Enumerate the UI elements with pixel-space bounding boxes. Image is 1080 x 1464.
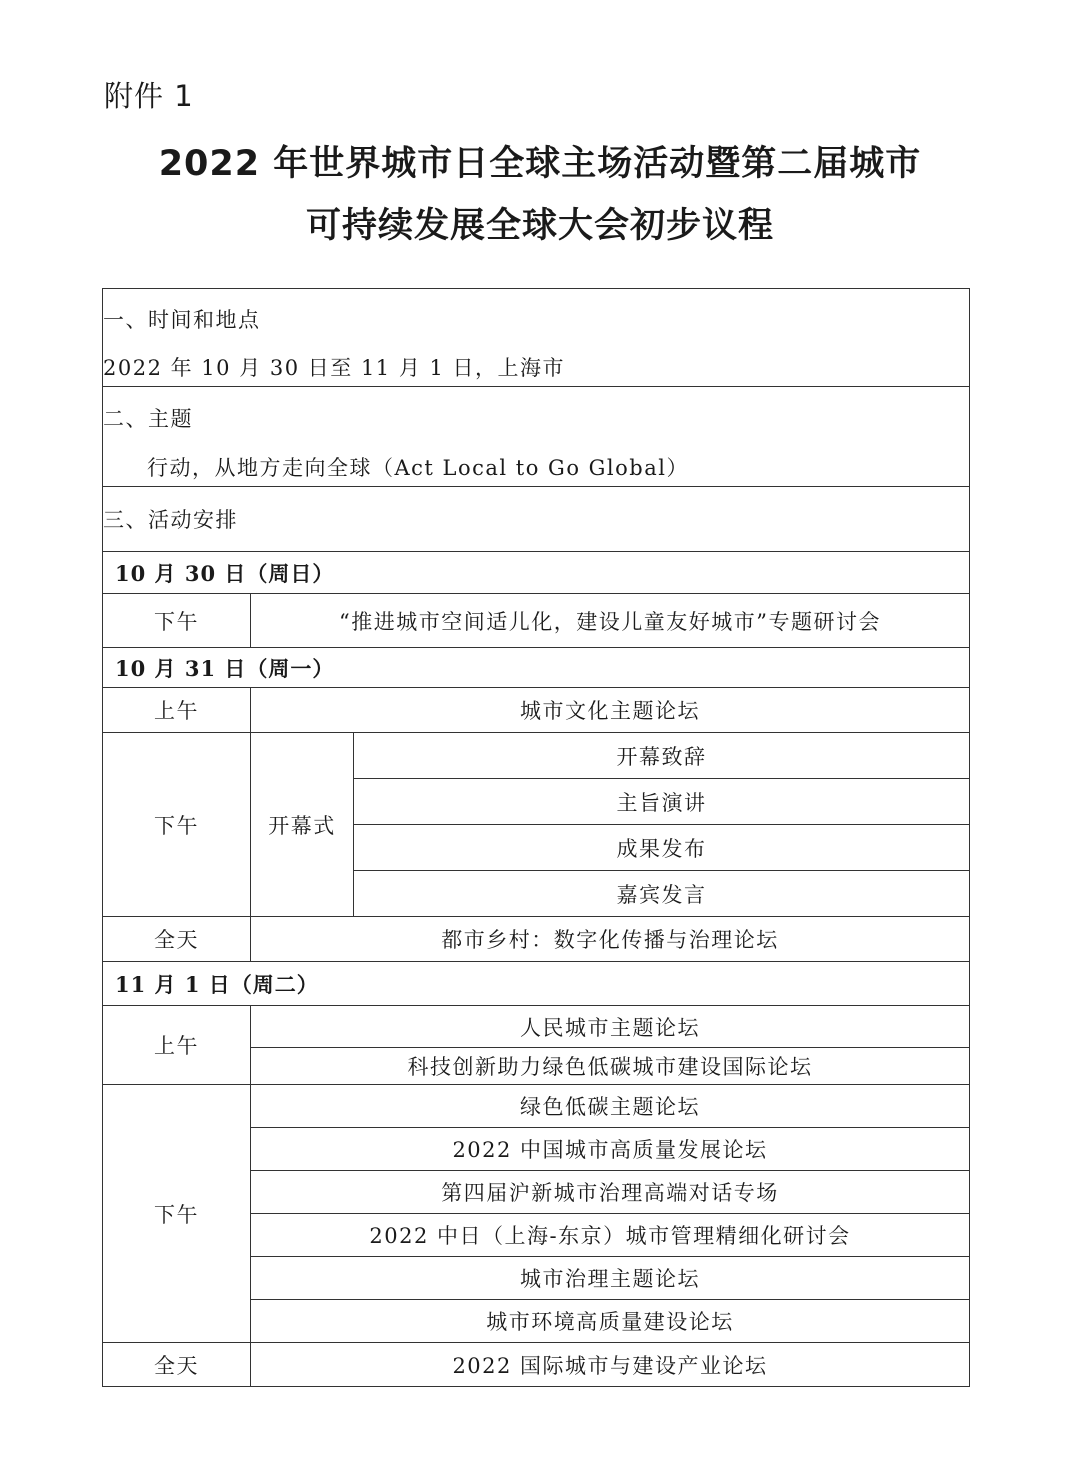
- day-header-nov1: 11 月 1 日（周二）: [103, 962, 970, 1006]
- section-heading-time-place: 一、时间和地点: [103, 289, 970, 349]
- day3-pm-event: 城市环境高质量建设论坛: [251, 1300, 970, 1343]
- day3-pm-event: 第四届沪新城市治理高端对话专场: [251, 1171, 970, 1214]
- day2-am-label: 上午: [103, 688, 251, 733]
- ceremony-item: 主旨演讲: [354, 779, 970, 825]
- day3-pm-event: 城市治理主题论坛: [251, 1257, 970, 1300]
- agenda-table: [102, 288, 970, 1387]
- day3-am-label: 上午: [103, 1006, 251, 1085]
- ceremony-item: 成果发布: [354, 825, 970, 871]
- day3-pm-label: 下午: [103, 1085, 251, 1343]
- day1-pm-label: 下午: [103, 594, 251, 648]
- opening-ceremony-label: 开幕式: [251, 733, 354, 917]
- attachment-label: 附件 1: [104, 79, 194, 113]
- day3-pm-event: 2022 中国城市高质量发展论坛: [251, 1128, 970, 1171]
- day3-allday-event: 2022 国际城市与建设产业论坛: [251, 1343, 970, 1387]
- document-title-line1: 2022 年世界城市日全球主场活动暨第二届城市: [158, 144, 922, 184]
- day1-pm-event: “推进城市空间适儿化，建设儿童友好城市”专题研讨会: [251, 594, 970, 648]
- section-content-theme: 行动，从地方走向全球（Act Local to Go Global）: [103, 449, 970, 487]
- ceremony-item: 开幕致辞: [354, 733, 970, 779]
- day3-pm-event: 2022 中日（上海-东京）城市管理精细化研讨会: [251, 1214, 970, 1257]
- day3-am-event: 人民城市主题论坛: [251, 1006, 970, 1048]
- ceremony-item: 嘉宾发言: [354, 871, 970, 917]
- day2-allday-label: 全天: [103, 917, 251, 962]
- day3-pm-event: 绿色低碳主题论坛: [251, 1085, 970, 1128]
- document-title-line2: 可持续发展全球大会初步议程: [305, 206, 774, 246]
- section-heading-theme: 二、主题: [103, 387, 970, 449]
- day-header-oct31: 10 月 31 日（周一）: [103, 648, 970, 688]
- day2-allday-event: 都市乡村：数字化传播与治理论坛: [251, 917, 970, 962]
- section-heading-schedule: 三、活动安排: [103, 487, 970, 552]
- day-header-oct30: 10 月 30 日（周日）: [103, 552, 970, 594]
- section-content-time-place: 2022 年 10 月 30 日至 11 月 1 日，上海市: [103, 349, 970, 387]
- day3-allday-label: 全天: [103, 1343, 251, 1387]
- day2-am-event: 城市文化主题论坛: [251, 688, 970, 733]
- day3-am-event: 科技创新助力绿色低碳城市建设国际论坛: [251, 1048, 970, 1085]
- day2-pm-label: 下午: [103, 733, 251, 917]
